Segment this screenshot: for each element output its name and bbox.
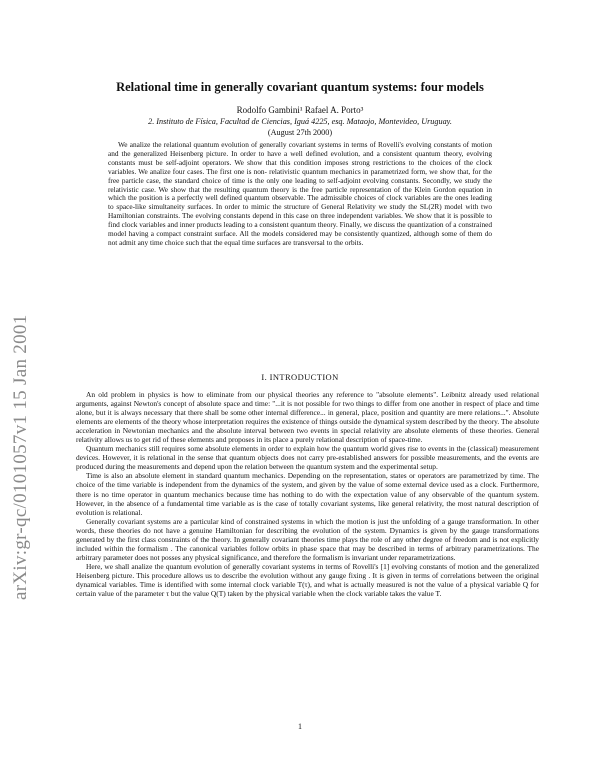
paragraph: Generally covariant systems are a particular kind of constrained systems in which the motion is just the unfolding of a gauge transformation. In other words, these theories do not have a genuine Hamiltonian for describing the evolution of the system. Dynamics is given by the gauge transformations generated by the first class constraints of the theory. In generally covariant theories time plays the role of any other degree of freedom and is not explicitly included within the formalism . The canonical variables follow orbits in phase space that may be described in terms of arbitrary parametrizations. The arbitrary parameter does not posses any physical significance, and therefore the formalism is invariant under reparametrizations. — [76, 516, 539, 562]
paragraph: Quantum mechanics still requires some absolute elements in order to explain how the quantum world gives rise to events in the (classical) measurement devices. However, it is relational in the sense that quantum objects does not carry pre-established answers for possible measurements, and the events are produced during the measurements and depend upon the relation between the quantum system and the experimental setup. — [76, 444, 539, 472]
author-list: Rodolfo Gambini¹ Rafael A. Porto³ — [236, 105, 364, 115]
paper-title: Relational time in generally covariant quantum systems: four models — [116, 80, 484, 94]
paper-date: (August 27th 2000) — [267, 128, 333, 137]
paragraph: Time is also an absolute element in standard quantum mechanics. Depending on the representation, states or operators are parametrized by time. The choice of the time variable is independent from the dynamics of the system, and given by the value of some external device used as a clock. Furthermore, there is no time operator in quantum mechanics because time has nothing to do with the expectation value of any observable of the quantum system. However, in the absence of a fundamental time variable as is the case of totally covariant systems, like general relativity, the most natural description of evolution is relational. — [76, 471, 539, 517]
section-heading: I. INTRODUCTION — [261, 372, 339, 382]
paragraph: An old problem in physics is how to eliminate from our physical theories any reference to "absolute elements". Leibnitz already used relational arguments, against Newton's concept of absolute space and time: "...it is not possible for two things to differ from one another in respect of place and time alone, but it is always necessary that there shall be some other internal difference... in general, place, position and quantity are mere relations...". Absolute elements are elements of the theory whose interpretation requires the existence of things outside the dynamical system described by the theory. The absolute acceleration in Newtonian mechanics and the absolute interval between two events in special relativity are absolute elements of these theories. General relativity allows us to get rid of these elements and proposes in its place a purely relational description of space-time. — [76, 390, 539, 445]
page-number: 1 — [298, 722, 302, 731]
abstract: We analize the relational quantum evolution of generally covariant systems in terms of Rovelli's evolving constants of motion and the generalized Heisenberg picture. In order to have a well defined evolution, and a consistent quantum theory, evolving constants must be self-adjoint operators. We show that this condition imposes strong restrictions to the choices of the clock variables. We analize four cases. The first one is non- relativistic quantum mechanics in parametrized form, we show that, for the free particle case, the standard choice of time is the only one leading to self-adjoint evolving constants. Secondly, we study the relativistic case. We show that the resulting quantum theory is the free particle representation of the Klein Gordon equation in which the position is a perfectly well defined quantum observable. The admissible choices of clock variables are the ones leading to space-like simultaneity surfaces. In order to mimic the structure of General Relativity we study the SL(2R) model with two Hamiltonian constraints. The evolving constants depend in this case on three independent variables. We show that it is possible to find clock variables and inner products leading to a consistent quantum theory. Finally, we discuss the quantization of a constrained model having a compact constraint surface. All the models considered may be consistently quantized, although some of them do not admit any time choice such that the equal time surfaces are transversal to the orbits. — [108, 140, 492, 247]
arxiv-identifier: arXiv:gr-qc/0101057v1 15 Jan 2001 — [10, 314, 31, 600]
affiliation: 2. Instituto de Física, Facultad de Ciencias, Iguá 4225, esq. Mataojo, Montevideo, Uruguay. — [148, 117, 452, 126]
body-text — [76, 390, 539, 598]
paragraph: Here, we shall analize the quantum evolution of generally covariant systems in terms of Rovelli's [1] evolving constants of motion and the generalized Heisenberg picture. This procedure allows us to describe the evolution without any gauge fixing . It is given in terms of correlations between the original dynamical variables. Time is identified with some internal clock variable T(τ), and what is actually measured is not the value of a physical variable Q for certain value of the parameter τ but the value Q(T) taken by the physical variable when the clock variable takes the value T. — [76, 561, 539, 599]
